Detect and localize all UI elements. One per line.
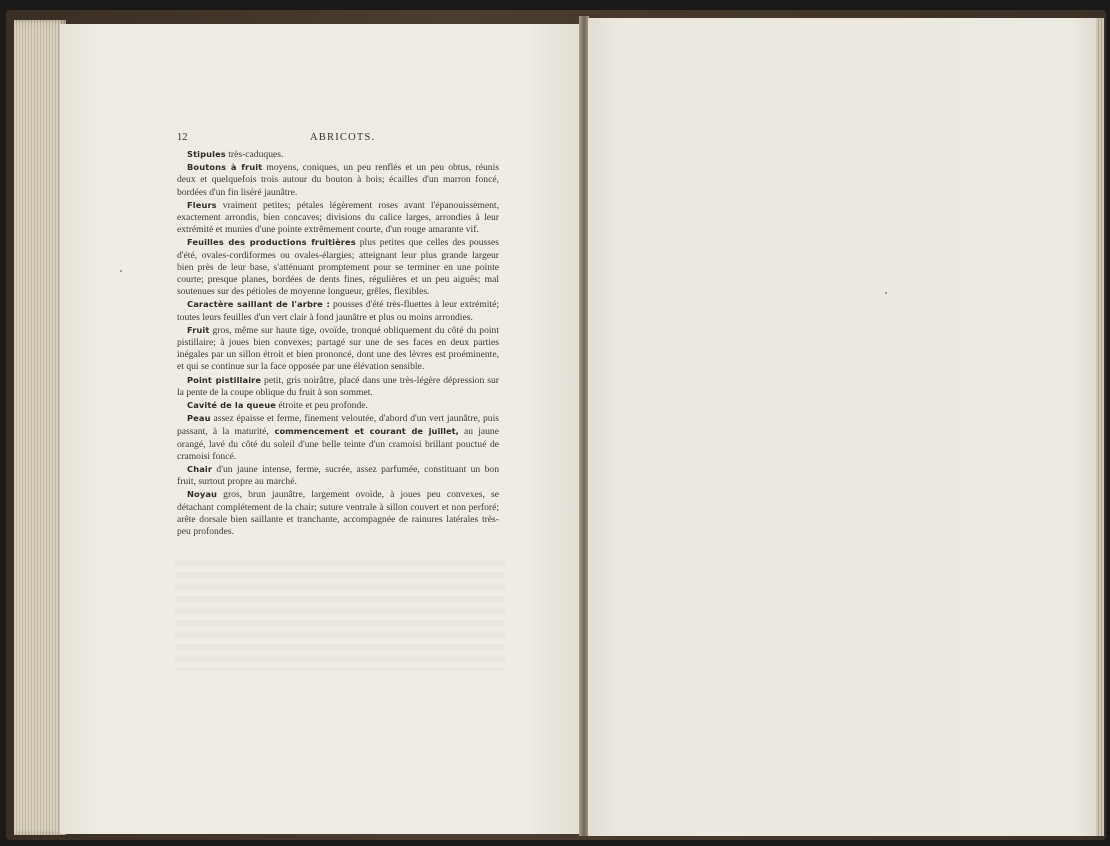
paragraph-fleurs [177, 199, 499, 237]
ripening-period: commencement et courant de juillet, [268, 426, 459, 437]
right-page-blank [588, 18, 1100, 836]
paragraph-peau [177, 412, 499, 463]
paragraph-text: plus petites que celles des pousses d'été, ovales-cordiformes ou ovales-élargies; atteignant leur plus grande largeur bien près de leur base, s'atténuant promptement pour se terminer en une pointe courte; presque planes, bordées de dents fines, régulières et un peu aiguës; mal soutenues sur des pétioles de moyenne longueur, grêles, flexibles. [177, 237, 499, 298]
running-head [177, 131, 499, 145]
page-edges-right [1096, 18, 1104, 836]
paragraph-text: pousses d'été très-fluettes à leur extrémité; toutes leurs feuilles d'un vert clair à fond jaunâtre et plus ou moins arrondies. [177, 299, 500, 323]
paragraph-text-continued: au jaune orangé, lavé du côté du soleil d'une belle teinte d'un cramoisi brillant pouctué de cramoisi foncé. [177, 426, 499, 462]
term-label: Noyau [187, 489, 218, 500]
paragraph-text: gros, brun jaunâtre, largement ovoïde, à joues peu convexes, se détachant complétement de la chair; suture ventrale à sillon couvert et non perforé; arête dorsale bien saillante et tranchante, accompagnée de rainures latérales très-peu profondes. [177, 489, 499, 538]
page-number: 12 [177, 132, 188, 143]
term-label: Feuilles des productions fruitières [187, 237, 356, 248]
paragraph-text: étroite et peu profonde. [276, 400, 368, 412]
text-block [177, 148, 499, 538]
paragraph-stipules [177, 148, 499, 161]
term-label: Fleurs [187, 199, 217, 210]
term-label: Point pistillaire [187, 374, 262, 385]
paper-speck [885, 292, 887, 294]
paragraph-noyau [177, 488, 499, 538]
term-label: Peau [187, 413, 211, 424]
paragraph-boutons [177, 161, 499, 199]
term-label: Fruit [187, 324, 210, 335]
term-label: Cavité de la queue [187, 400, 277, 411]
term-label: Chair [187, 464, 213, 475]
paragraph-text: très-caduques. [225, 149, 284, 160]
paragraph-feuilles [177, 236, 499, 298]
paragraph-text: petit, gris noirâtre, placé dans une très-légère dépression sur la pente de la coupe oblique du fruit à son sommet. [177, 374, 499, 398]
paragraph-text: vraiment petites; pétales légèrement roses avant l'épanouissement, exactement arrondis, bien concaves; divisions du calice larges, arrondies à leur extrémité et munies d'une pointe extrêmement courte, d'un rouge amarante vif. [177, 199, 499, 236]
paragraph-text: moyens, coniques, un peu renflés et un peu obtus, réunis deux et quelquefois trois autour du bouton à bois; écailles d'un marron foncé, bordées d'un fin liséré jaunâtre. [177, 162, 499, 198]
term-label: Stipules [187, 149, 226, 159]
page-title: ABRICOTS. [310, 132, 376, 143]
term-label: Caractère saillant de l'arbre : [187, 299, 330, 310]
paragraph-text: d'un jaune intense, ferme, sucrée, assez parfumée, constituant un bon fruit, surtout propre au marché. [177, 464, 499, 488]
paragraph-cavite [177, 399, 499, 412]
paragraph-text: assez épaisse et ferme, finement veloutée, d'abord d'un vert jaunâtre, puis passant, à la maturité, [177, 413, 499, 438]
paragraph-chair [177, 463, 499, 488]
term-label: Boutons à fruit [187, 162, 263, 173]
show-through-text [175, 560, 505, 670]
paragraph-fruit [177, 324, 499, 374]
paragraph-point-pistillaire [177, 374, 499, 399]
paragraph-caractere [177, 298, 499, 323]
paragraph-text: gros, même sur haute tige, ovoïde, tronqué obliquement du côté du point pistillaire; à joues bien convexes; partagé sur une de ses faces en deux parties inégales par un sillon étroit et bien prononcé, dont une des lèvres est proéminente, et qui se continue sur la face opposée par une élévation sensible. [177, 324, 499, 373]
paper-speck [120, 270, 122, 272]
page-edges-left [14, 20, 66, 835]
